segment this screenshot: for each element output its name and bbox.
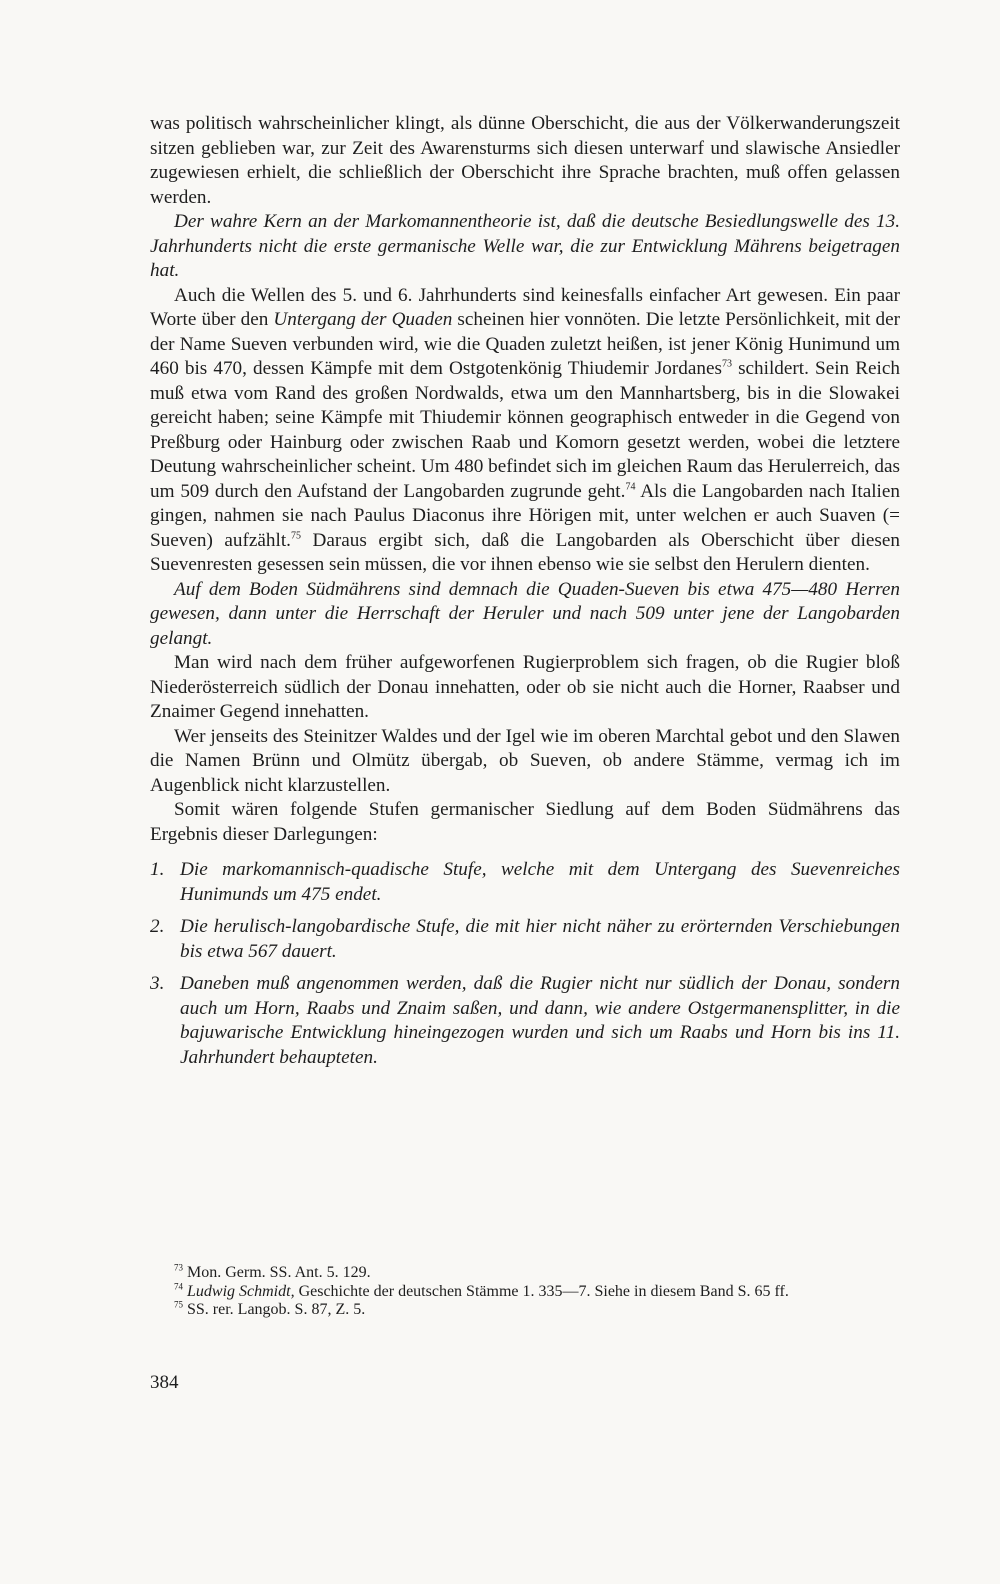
paragraph-4-summary: Auf dem Boden Südmährens sind demnach die Quaden-Sueven bis etwa 475—480 Herren gewesen, dann unter die Herrschaft der Heruler und nach 509 unter jene der Langobarden gelangt. <box>150 578 900 649</box>
list-item-text: Die herulisch-langobardische Stufe, die mit hier nicht näher zu erörternden Verschiebungen bis etwa 567 dauert. <box>180 916 900 962</box>
paragraph-5: Man wird nach dem früher aufgeworfenen Rugierproblem sich fragen, ob die Rugier bloß Niederösterreich südlich der Donau innehatten, oder ob sie nicht auch die Horner, Raabser und Znaimer Gegend innehatten. <box>150 652 900 722</box>
paragraph-1: was politisch wahrscheinlicher klingt, als dünne Oberschicht, die aus der Völkerwanderungszeit sitzen geblieben war, zur Zeit des Awarensturms sich diesen unterwarf und slawische Ansiedler zugewiesen erhielt, die schließlich der Oberschicht ihre Sprache brachten, muß offen gelassen werden. <box>150 113 900 208</box>
paragraph-3-text-e: Als die Langobarden nach Italien gingen, nahmen sie nach Paulus Diaconus ihre Hörigen mit, unter welchen er auch Suaven (= Sueven) aufzählt. <box>150 480 900 551</box>
stages-list <box>150 858 900 1070</box>
footnote-text: SS. rer. Langob. S. 87, Z. 5. <box>187 1301 366 1318</box>
page-number: 384 <box>150 1372 179 1393</box>
paragraph-3-text-d: schildert. Sein Reich muß etwa vom Rand des großen Nordwalds, etwa um den Mannhartsberg, bis in die Slowakei gereicht haben; seine Kämpfe mit Thiudemir können geographisch entweder in die Gegend von Preßburg oder Hainburg oder zwischen Raab und Komorn gesetzt werden, wobei die letztere Deutung wahrscheinlicher scheint. Um 480 befindet sich im gleichen Raum das Herulerreich, das um 509 durch den Aufstand der Langobarden zugrunde geht. <box>150 358 900 502</box>
footnote-ref-75: 75 <box>290 530 301 542</box>
list-item-text: Die markomannisch-quadische Stufe, welche mit dem Untergang des Suevenreiches Hunimunds um 475 endet. <box>180 859 900 905</box>
footnote-73 <box>150 1264 900 1283</box>
paragraph-3-text-c: scheinen hier vonnöten. Die letzte Persönlichkeit, mit der der Name Sueven verbunden wird, wie die Quaden zuletzt heißen, ist jener König Hunimund um 460 bis 470, dessen Kämpfe mit dem Ostgotenkönig Thiudemir Jordanes <box>150 309 900 379</box>
list-item-number: 2. <box>150 916 165 937</box>
paragraph-2-thesis: Der wahre Kern an der Markomannentheorie ist, daß die deutsche Besiedlungswelle des 13. Jahrhunderts nicht die erste germanische Welle war, die zur Entwicklung Mährens beigetragen hat. <box>150 211 900 281</box>
paragraph-3-text-f: Daraus ergibt sich, daß die Langobarden als Oberschicht über diesen Suevenresten gesessen sein müssen, die vor ihnen ebenso wie sie selbst den Herulern dienten. <box>150 529 900 575</box>
list-item <box>150 915 900 964</box>
footnote-text: Geschichte der deutschen Stämme 1. 335—7. Siehe in diesem Band S. 65 ff. <box>294 1282 789 1300</box>
footnote-author: Ludwig Schmidt, <box>187 1282 295 1300</box>
paragraph-3-text-a: Auch die Wellen des 5. und 6. Jahrhunderts sind keinesfalls einfacher Art gewesen. Ein paar Worte über den <box>150 284 900 330</box>
emphasis-untergang-der-quaden: Untergang der Quaden <box>273 309 453 330</box>
footnotes <box>150 1264 900 1320</box>
footnote-ref-74: 74 <box>625 481 636 493</box>
footnote-text: Mon. Germ. SS. Ant. 5. 129. <box>187 1264 371 1281</box>
list-item <box>150 972 900 1070</box>
list-item-number: 3. <box>150 973 165 994</box>
paragraph-3 <box>150 284 900 578</box>
footnote-number: 73 <box>174 1262 183 1273</box>
list-item <box>150 858 900 907</box>
list-item-number: 1. <box>150 859 165 880</box>
footnote-ref-73: 73 <box>721 358 732 370</box>
paragraph-7: Somit wären folgende Stufen germanischer Siedlung auf dem Boden Südmährens das Ergebnis dieser Darlegungen: <box>150 799 900 845</box>
footnote-75 <box>150 1301 900 1320</box>
footnote-number: 74 <box>174 1281 183 1292</box>
footnote-74 <box>150 1283 900 1302</box>
paragraph-6: Wer jenseits des Steinitzer Waldes und der Igel wie im oberen Marchtal gebot und den Slawen die Namen Brünn und Olmütz übergab, ob Sueven, ob andere Stämme, vermag ich im Augenblick nicht klarzustellen. <box>150 725 900 796</box>
main-text <box>150 112 900 1078</box>
list-item-text: Daneben muß angenommen werden, daß die Rugier nicht nur südlich der Donau, sondern auch um Horn, Raabs und Znaim saßen, und dann, wie andere Ostgermanensplitter, in die bajuwarische Entwicklung hineingezogen wurden und sich um Raabs und Horn bis ins 11. Jahrhundert behaupteten. <box>180 973 900 1068</box>
footnote-number: 75 <box>174 1299 183 1310</box>
